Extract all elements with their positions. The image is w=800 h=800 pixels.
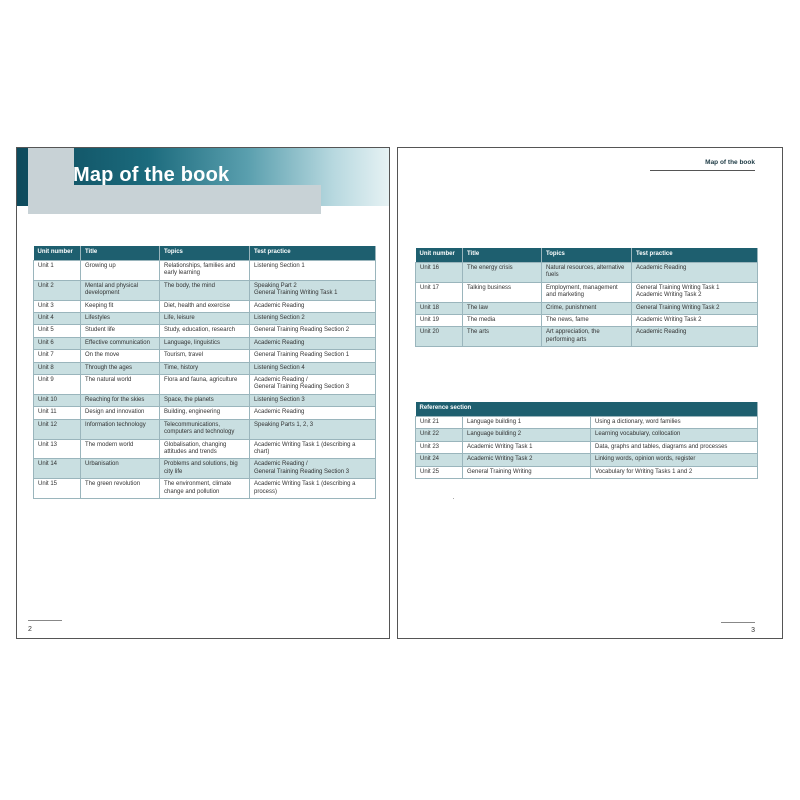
cell-title: The law bbox=[463, 302, 542, 314]
cell-unit-number: Unit 22 bbox=[416, 429, 463, 441]
cell-description: Vocabulary for Writing Tasks 1 and 2 bbox=[591, 466, 758, 478]
footer-rule bbox=[28, 620, 62, 621]
cell-unit-number: Unit 24 bbox=[416, 454, 463, 466]
header-topics: Topics bbox=[160, 246, 250, 261]
table-row bbox=[34, 313, 376, 325]
cell-test-practice: Academic Reading bbox=[632, 327, 758, 347]
cell-title: The arts bbox=[463, 327, 542, 347]
cell-topics: The body, the mind bbox=[160, 280, 250, 300]
table-row bbox=[34, 479, 376, 499]
cell-title: Language building 2 bbox=[463, 429, 591, 441]
cell-test-practice: Academic Reading bbox=[250, 300, 376, 312]
footer-rule bbox=[721, 622, 755, 623]
cell-topics: Study, education, research bbox=[160, 325, 250, 337]
cell-title: Student life bbox=[81, 325, 160, 337]
page-title: Map of the book bbox=[73, 164, 230, 186]
cell-topics: Problems and solutions, big city life bbox=[160, 459, 250, 479]
cell-title: Talking business bbox=[463, 282, 542, 302]
cell-topics: Diet, health and exercise bbox=[160, 300, 250, 312]
header-test-practice: Test practice bbox=[632, 248, 758, 263]
cell-unit-number: Unit 13 bbox=[34, 439, 81, 459]
table-row bbox=[34, 439, 376, 459]
cell-test-practice: General Training Writing Task 1 Academic Writing Task 2 bbox=[632, 282, 758, 302]
cell-title: Effective communication bbox=[81, 337, 160, 349]
cell-description: Linking words, opinion words, register bbox=[591, 454, 758, 466]
cell-title: Academic Writing Task 2 bbox=[463, 454, 591, 466]
units-table-body bbox=[34, 261, 376, 499]
cell-unit-number: Unit 23 bbox=[416, 441, 463, 453]
table-row bbox=[34, 325, 376, 337]
table-row bbox=[34, 362, 376, 374]
table-row bbox=[416, 454, 758, 466]
cell-unit-number: Unit 19 bbox=[416, 315, 463, 327]
cell-unit-number: Unit 10 bbox=[34, 394, 81, 406]
header-test-practice: Test practice bbox=[250, 246, 376, 261]
cell-title: Information technology bbox=[81, 419, 160, 439]
cell-test-practice: Speaking Parts 1, 2, 3 bbox=[250, 419, 376, 439]
table-header-row bbox=[34, 246, 376, 261]
cell-topics: Art appreciation, the performing arts bbox=[542, 327, 632, 347]
table-row bbox=[34, 350, 376, 362]
table-row bbox=[416, 302, 758, 314]
cell-unit-number: Unit 3 bbox=[34, 300, 81, 312]
cell-unit-number: Unit 1 bbox=[34, 261, 81, 281]
table-row bbox=[34, 337, 376, 349]
cell-topics: Flora and fauna, agriculture bbox=[160, 375, 250, 395]
cell-unit-number: Unit 11 bbox=[34, 407, 81, 419]
table-row bbox=[34, 407, 376, 419]
table-row bbox=[416, 327, 758, 347]
table-row bbox=[416, 282, 758, 302]
cell-title: Design and innovation bbox=[81, 407, 160, 419]
cell-unit-number: Unit 17 bbox=[416, 282, 463, 302]
cell-topics: Tourism, travel bbox=[160, 350, 250, 362]
cell-unit-number: Unit 6 bbox=[34, 337, 81, 349]
cell-title: Through the ages bbox=[81, 362, 160, 374]
header-title: Title bbox=[81, 246, 160, 261]
table-row bbox=[34, 375, 376, 395]
cell-title: The energy crisis bbox=[463, 263, 542, 283]
cell-unit-number: Unit 9 bbox=[34, 375, 81, 395]
reference-section-table bbox=[415, 402, 758, 479]
cell-unit-number: Unit 8 bbox=[34, 362, 81, 374]
reference-section-header: Reference section bbox=[416, 402, 758, 417]
table-row bbox=[34, 394, 376, 406]
table-header-row bbox=[416, 248, 758, 263]
table-row bbox=[416, 466, 758, 478]
running-head-rule bbox=[650, 170, 755, 171]
page-number: 2 bbox=[28, 626, 32, 633]
cell-test-practice: Academic Reading / General Training Reading Section 3 bbox=[250, 375, 376, 395]
title-banner-underbar bbox=[28, 185, 321, 214]
cell-test-practice: Academic Writing Task 1 (describing a chart) bbox=[250, 439, 376, 459]
cell-unit-number: Unit 16 bbox=[416, 263, 463, 283]
cell-topics: Life, leisure bbox=[160, 313, 250, 325]
cell-topics: Space, the planets bbox=[160, 394, 250, 406]
cell-test-practice: Academic Writing Task 2 bbox=[632, 315, 758, 327]
cell-title: Growing up bbox=[81, 261, 160, 281]
cell-unit-number: Unit 14 bbox=[34, 459, 81, 479]
table-row bbox=[34, 261, 376, 281]
cell-topics: The environment, climate change and pollution bbox=[160, 479, 250, 499]
units-table bbox=[33, 246, 376, 499]
cell-test-practice: Academic Writing Task 1 (describing a process) bbox=[250, 479, 376, 499]
cell-test-practice: Speaking Part 2 General Training Writing Task 1 bbox=[250, 280, 376, 300]
cell-test-practice: Academic Reading bbox=[632, 263, 758, 283]
cell-unit-number: Unit 4 bbox=[34, 313, 81, 325]
cell-title: The green revolution bbox=[81, 479, 160, 499]
table-row bbox=[34, 300, 376, 312]
cell-topics: Employment, management and marketing bbox=[542, 282, 632, 302]
cell-unit-number: Unit 18 bbox=[416, 302, 463, 314]
cell-topics: Language, linguistics bbox=[160, 337, 250, 349]
cell-topics: The news, fame bbox=[542, 315, 632, 327]
cell-title: Keeping fit bbox=[81, 300, 160, 312]
cell-topics: Globalisation, changing attitudes and trends bbox=[160, 439, 250, 459]
table-row bbox=[416, 417, 758, 429]
cell-topics: Crime, punishment bbox=[542, 302, 632, 314]
cell-title: The natural world bbox=[81, 375, 160, 395]
cell-title: On the move bbox=[81, 350, 160, 362]
cell-test-practice: Academic Reading / General Training Reading Section 3 bbox=[250, 459, 376, 479]
table-row bbox=[416, 441, 758, 453]
right-page bbox=[397, 147, 783, 639]
cell-test-practice: General Training Reading Section 2 bbox=[250, 325, 376, 337]
cell-unit-number: Unit 20 bbox=[416, 327, 463, 347]
cell-test-practice: Listening Section 2 bbox=[250, 313, 376, 325]
left-page bbox=[16, 147, 390, 639]
page-number: 3 bbox=[751, 627, 755, 634]
cell-unit-number: Unit 5 bbox=[34, 325, 81, 337]
cell-description: Using a dictionary, word families bbox=[591, 417, 758, 429]
cell-test-practice: Listening Section 3 bbox=[250, 394, 376, 406]
cell-topics: Telecommunications, computers and technology bbox=[160, 419, 250, 439]
cell-description: Data, graphs and tables, diagrams and processes bbox=[591, 441, 758, 453]
reference-table-body bbox=[416, 417, 758, 479]
cell-unit-number: Unit 15 bbox=[34, 479, 81, 499]
cell-test-practice: Academic Reading bbox=[250, 407, 376, 419]
cell-title: Lifestyles bbox=[81, 313, 160, 325]
table-row bbox=[416, 263, 758, 283]
cell-title: Urbanisation bbox=[81, 459, 160, 479]
cell-title: The modern world bbox=[81, 439, 160, 459]
table-row bbox=[34, 459, 376, 479]
header-unit-number: Unit number bbox=[416, 248, 463, 263]
header-title: Title bbox=[463, 248, 542, 263]
table-row bbox=[34, 419, 376, 439]
cell-title: Mental and physical development bbox=[81, 280, 160, 300]
cell-test-practice: Listening Section 1 bbox=[250, 261, 376, 281]
cell-topics: Natural resources, alternative fuels bbox=[542, 263, 632, 283]
print-speck bbox=[453, 498, 454, 499]
cell-description: Learning vocabulary, collocation bbox=[591, 429, 758, 441]
cell-unit-number: Unit 25 bbox=[416, 466, 463, 478]
cell-title: Academic Writing Task 1 bbox=[463, 441, 591, 453]
cell-unit-number: Unit 7 bbox=[34, 350, 81, 362]
cell-title: General Training Writing bbox=[463, 466, 591, 478]
table-row bbox=[416, 315, 758, 327]
cell-topics: Time, history bbox=[160, 362, 250, 374]
cell-test-practice: Academic Reading bbox=[250, 337, 376, 349]
table-row bbox=[416, 429, 758, 441]
reference-header-row bbox=[416, 402, 758, 417]
cell-test-practice: Listening Section 4 bbox=[250, 362, 376, 374]
cell-unit-number: Unit 12 bbox=[34, 419, 81, 439]
table-row bbox=[34, 280, 376, 300]
running-head: Map of the book bbox=[705, 159, 755, 166]
cell-test-practice: General Training Reading Section 1 bbox=[250, 350, 376, 362]
cell-unit-number: Unit 2 bbox=[34, 280, 81, 300]
header-topics: Topics bbox=[542, 248, 632, 263]
cell-title: Reaching for the skies bbox=[81, 394, 160, 406]
cell-unit-number: Unit 21 bbox=[416, 417, 463, 429]
cell-test-practice: General Training Writing Task 2 bbox=[632, 302, 758, 314]
cell-topics: Relationships, families and early learning bbox=[160, 261, 250, 281]
cell-topics: Building, engineering bbox=[160, 407, 250, 419]
units-table-continued bbox=[415, 248, 758, 347]
cell-title: The media bbox=[463, 315, 542, 327]
units-table-body bbox=[416, 263, 758, 347]
cell-title: Language building 1 bbox=[463, 417, 591, 429]
header-unit-number: Unit number bbox=[34, 246, 81, 261]
